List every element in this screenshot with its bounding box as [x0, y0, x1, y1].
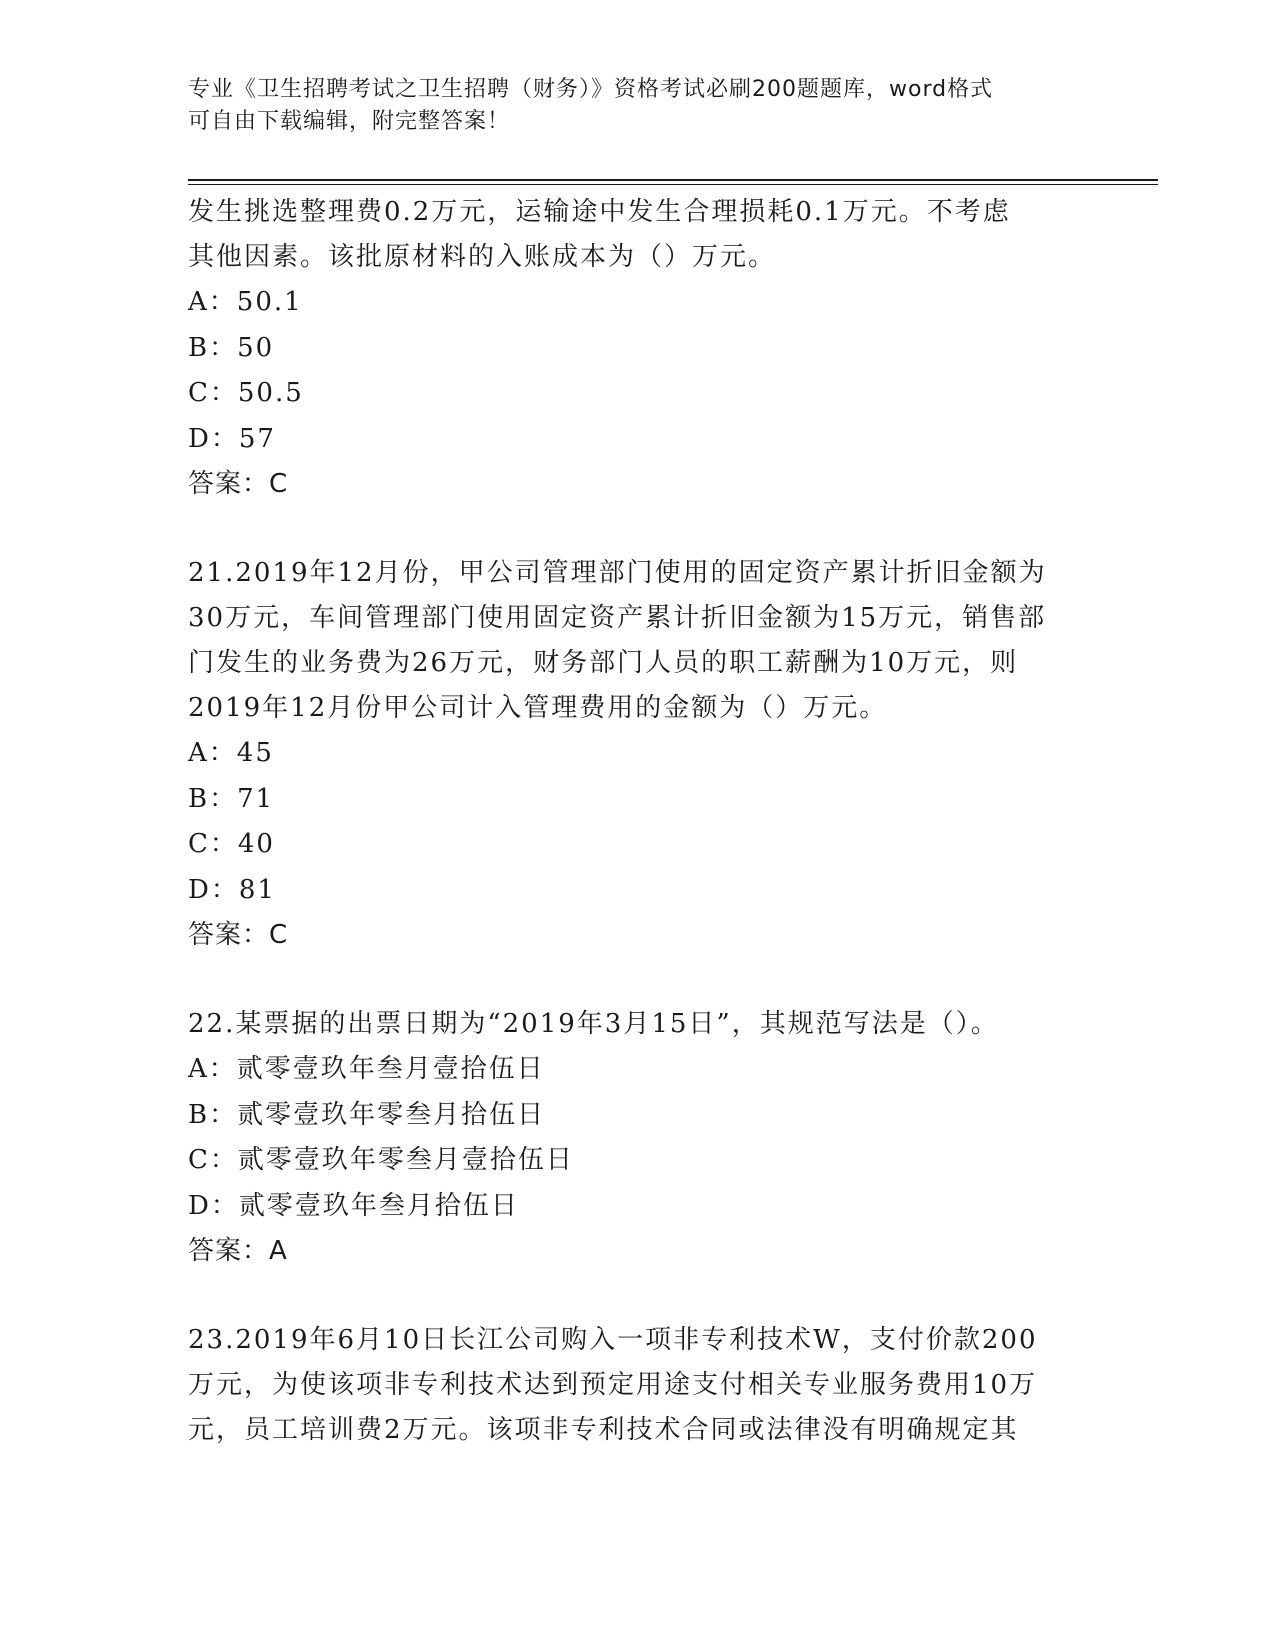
question-stem-line: 30万元，车间管理部门使用固定资产累计折旧金额为15万元，销售部 — [188, 603, 1047, 633]
option-c: C：50.5 — [188, 378, 304, 408]
option-a: A：50.1 — [188, 287, 303, 317]
option-d: D：贰零壹玖年叁月拾伍日 — [188, 1190, 519, 1221]
answer-line: 答案：A — [188, 1236, 288, 1266]
option-c: C：贰零壹玖年零叁月壹拾伍日 — [188, 1145, 574, 1175]
question-stem-line: 其他因素。该批原材料的入账成本为（）万元。 — [188, 242, 777, 272]
question-23 — [188, 1318, 1088, 1453]
question-stem-line: 22.某票据的出票日期为“2019年3月15日”，其规范写法是（）。 — [188, 1009, 999, 1039]
question-stem-line: 21.2019年12月份，甲公司管理部门使用的固定资产累计折旧金额为 — [188, 558, 1047, 588]
question-stem-line: 元，员工培训费2万元。该项非专利技术合同或法律没有明确规定其 — [188, 1415, 1019, 1445]
option-a: A：45 — [188, 738, 274, 768]
option-d: D：81 — [188, 874, 276, 905]
option-c: C：40 — [188, 829, 275, 859]
page-header — [188, 74, 1088, 138]
question-continued — [188, 190, 1088, 507]
header-line-2: 可自由下载编辑，附完整答案！ — [188, 109, 511, 134]
question-stem-line: 2019年12月份甲公司计入管理费用的金额为（）万元。 — [188, 693, 888, 723]
question-22 — [188, 1002, 1088, 1274]
option-b: B：贰零壹玖年零叁月拾伍日 — [188, 1099, 546, 1130]
question-stem-line: 23.2019年6月10日长江公司购入一项非专利技术W，支付价款200 — [188, 1325, 1038, 1355]
question-stem-line: 发生挑选整理费0.2万元，运输途中发生合理损耗0.1万元。不考虑 — [188, 197, 1011, 227]
answer-line: 答案：C — [188, 920, 289, 950]
question-stem-line: 门发生的业务费为26万元，财务部门人员的职工薪酬为10万元，则 — [188, 648, 1019, 678]
header-divider — [188, 179, 1158, 185]
option-a: A：贰零壹玖年叁月壹拾伍日 — [188, 1054, 545, 1084]
option-b: B：71 — [188, 783, 275, 814]
option-d: D：57 — [188, 423, 276, 454]
question-21 — [188, 551, 1088, 958]
document-body — [188, 190, 1088, 1453]
option-b: B：50 — [188, 332, 275, 363]
question-stem-line: 万元，为使该项非专利技术达到预定用途支付相关专业服务费用10万 — [188, 1370, 1038, 1400]
header-line-1: 专业《卫生招聘考试之卫生招聘（财务）》资格考试必刷200题题库，word格式 — [188, 77, 994, 102]
answer-line: 答案：C — [188, 469, 289, 499]
